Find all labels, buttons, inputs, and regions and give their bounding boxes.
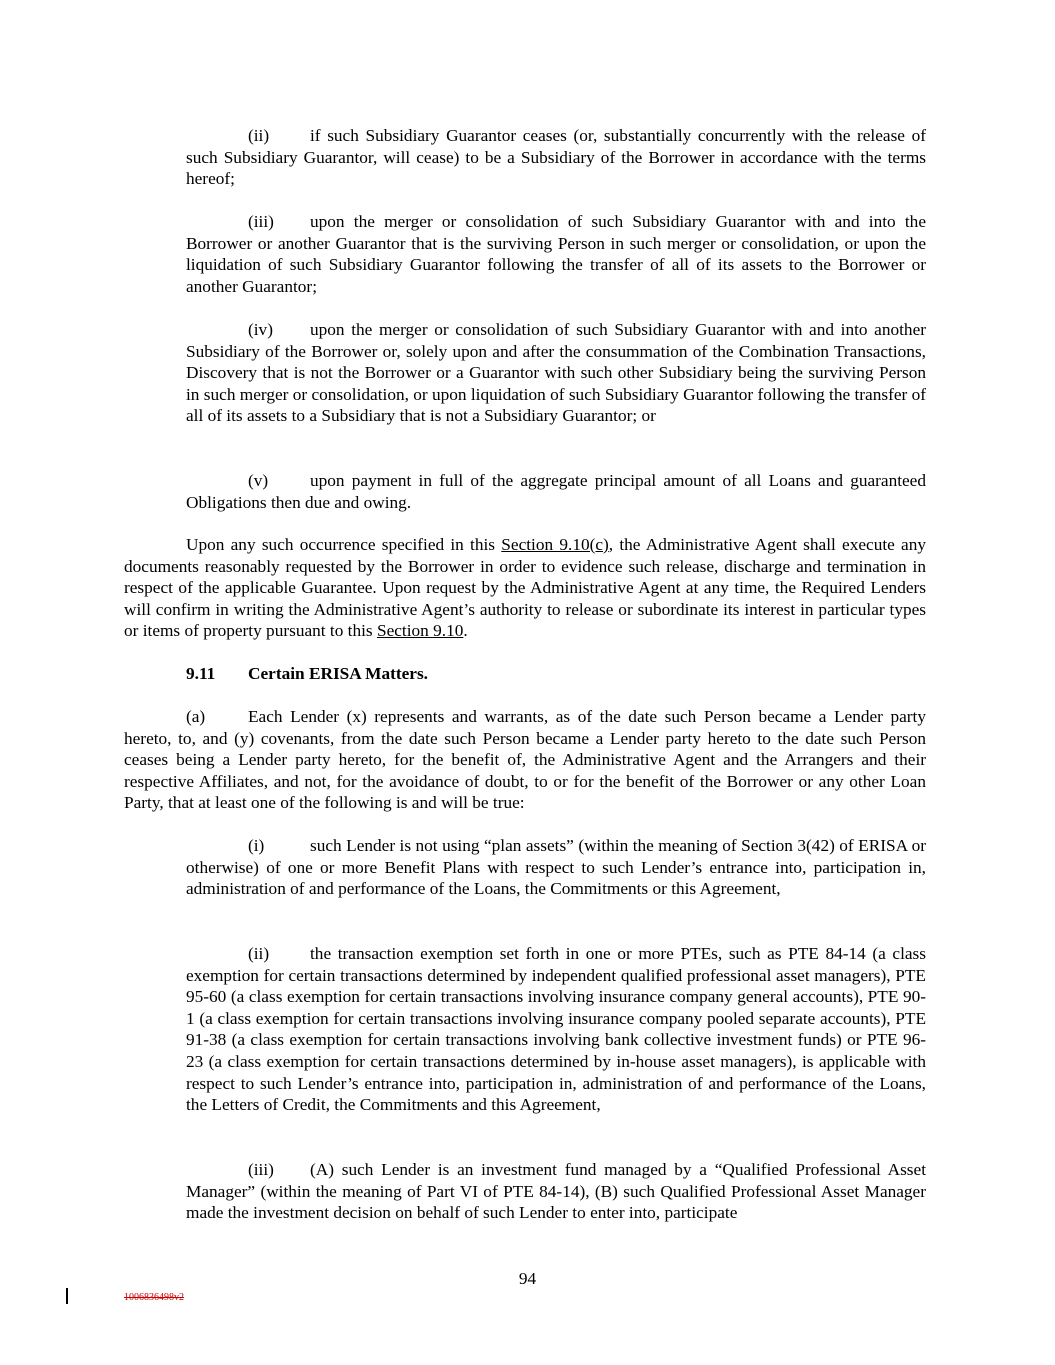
clause-v-payment — [186, 470, 926, 513]
section-number: 9.11 — [186, 664, 216, 683]
clause-label: (iii) — [248, 212, 274, 231]
release-paragraph: Upon any such occurrence specified in this Section 9.10(c), the Administrative Agent shall execute any documents reasonably requested by the Borrower in order to evidence such release, discharge and termination in respect of the applicable Guarantee. Upon request by the Administrative Agent at any time, the Required Lenders will confirm in writing the Administrative Agent’s authority to release or subordinate its interest in particular types or items of property pursuant to this Section 9.10. — [124, 535, 926, 641]
clause-label: (iii) — [248, 1160, 274, 1179]
section-heading — [186, 663, 428, 685]
section-reference-link[interactable]: Section 9.10 — [376, 621, 464, 641]
page-number: 94 — [518, 1269, 537, 1288]
clause-text: upon the merger or consolidation of such Subsidiary Guarantor with and into the Borrower or another Guarantor that is the surviving Person in such merger or consolidation, or upon the liquidation of such Subsidiary Guarantor following the transfer of all of its assets to the Borrower or another Guarantor; — [186, 212, 926, 296]
clause-label: (v) — [248, 471, 269, 490]
clause-text: such Lender is not using “plan assets” (within the meaning of Section 3(42) of ERISA or otherwise) of one or more Benefit Plans with respect to such Lender’s entrance into, participation in, administration of and performance of the Loans, the Commitments or this Agreement, — [186, 836, 926, 899]
paragraph-label: (a) — [186, 707, 206, 726]
erisa-clause-ii — [186, 943, 926, 1116]
clause-ii-release — [186, 125, 926, 190]
erisa-clause-i — [186, 835, 926, 900]
section-title: Certain ERISA Matters. — [248, 664, 428, 683]
clause-text: the transaction exemption set forth in one or more PTEs, such as PTE 84-14 (a class exemption for certain transactions determined by independent qualified professional asset managers), PTE 95-60 (a class exemption for certain transactions involving insurance company general accounts), PTE 90-1 (a class exemption for certain transactions involving insurance company pooled separate accounts), PTE 91-38 (a class exemption for certain transactions involving bank collective investment funds) or PTE 96-23 (a class exemption for certain transactions determined by in-house asset managers), is applicable with respect to such Lender’s entrance into, participation in, administration of and performance of the Loans, the Letters of Credit, the Commitments and this Agreement, — [186, 944, 926, 1115]
erisa-clause-iii — [186, 1159, 926, 1224]
clause-iii-merger — [186, 211, 926, 297]
clause-text: upon the merger or consolidation of such Subsidiary Guarantor with and into another Subsidiary of the Borrower or, solely upon and after the consummation of the Combination Transactions, Discovery that is not the Borrower or a Guarantor with such other Subsidiary being the surviving Person in such merger or consolidation, or upon liquidation of such Subsidiary Guarantor following the transfer of all of its assets to a Subsidiary that is not a Subsidiary Guarantor; or — [186, 320, 926, 426]
paragraph-a — [124, 706, 926, 814]
clause-text: (A) such Lender is an investment fund managed by a “Qualified Professional Asset Manager” (within the meaning of Part VI of PTE 84-14), (B) such Qualified Professional Asset Manager made the investment decision on behalf of such Lender to enter into, participate — [186, 1160, 926, 1223]
clause-text: if such Subsidiary Guarantor ceases (or, substantially concurrently with the release of such Subsidiary Guarantor, will cease) to be a Subsidiary of the Borrower in accordance with the terms hereof; — [186, 126, 926, 189]
clause-label: (ii) — [248, 126, 270, 145]
clause-label: (iv) — [248, 320, 273, 339]
clause-label: (ii) — [248, 944, 270, 963]
revision-change-bar — [66, 1288, 68, 1304]
clause-text: upon payment in full of the aggregate principal amount of all Loans and guaranteed Obligations then due and owing. — [186, 471, 926, 512]
paragraph-text: Each Lender (x) represents and warrants, as of the date such Person became a Lender party hereto, to, and (y) covenants, from the date such Person became a Lender party hereto to the date such Person ceases being a Lender party hereto, for the benefit of, the Administrative Agent and the Arrangers and their respective Affiliates, and not, for the avoidance of doubt, to or for the benefit of the Borrower or any other Loan Party, that at least one of the following is and will be true: — [124, 707, 926, 813]
clause-iv-merger — [186, 319, 926, 427]
document-id: 1006836498v2 — [124, 1292, 184, 1303]
section-reference-link[interactable]: Section 9.10(c) — [501, 535, 609, 554]
clause-label: (i) — [248, 836, 265, 855]
